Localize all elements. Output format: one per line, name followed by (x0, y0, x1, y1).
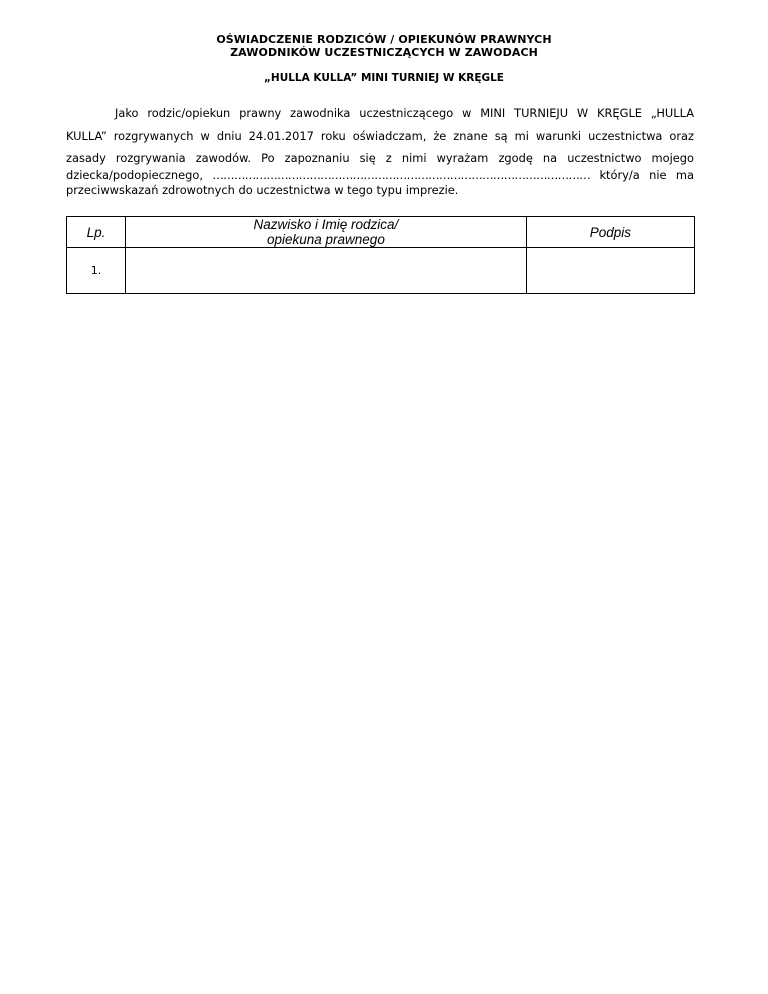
header-name-line-1: Nazwisko i Imię rodzica/ (253, 217, 399, 232)
paragraph-line-4 (66, 168, 694, 182)
row-name-cell[interactable] (126, 248, 527, 294)
paragraph-line-5: przeciwwskazań zdrowotnych do uczestnictwa w tego typu imprezie. (66, 183, 459, 197)
paragraph-line-3: zasady rozgrywania zawodów. Po zapoznaniu się z nimi wyrażam zgodę na uczestnictwo mojego (66, 151, 694, 165)
header-signature (526, 217, 694, 248)
paragraph-line-1 (66, 106, 694, 120)
table-row (67, 248, 695, 294)
child-name-blank: …………………………………………………………………………………………… (212, 168, 591, 182)
row-lp: 1. (67, 248, 126, 294)
table-header-row (67, 217, 695, 248)
signature-table (66, 216, 695, 294)
header-lp-text: Lp. (86, 224, 106, 240)
header-signature-text: Podpis (589, 224, 631, 240)
document-title-line-2: ZAWODNIKÓW UCZESTNICZĄCYCH W ZAWODACH (230, 46, 538, 59)
row-signature-cell[interactable] (526, 248, 694, 294)
paragraph-line-2: KULLA” rozgrywanych w dniu 24.01.2017 roku oświadczam, że znane są mi warunki uczestnictwa oraz (66, 129, 694, 143)
document-title-line-1: OŚWIADCZENIE RODZICÓW / OPIEKUNÓW PRAWNYCH (216, 33, 552, 46)
header-name (126, 217, 527, 248)
paragraph-line-4-start: dziecka/podopiecznego, (66, 168, 203, 182)
paragraph-line-4-end: który/a nie ma (599, 168, 694, 182)
paragraph-line-1-text: Jako rodzic/opiekun prawny zawodnika uczestniczącego w MINI TURNIEJU W KRĘGLE „HULLA (115, 106, 694, 120)
header-name-line-2: opiekuna prawnego (266, 232, 385, 247)
document-subtitle: „HULLA KULLA” MINI TURNIEJ W KRĘGLE (264, 72, 504, 84)
header-lp (67, 217, 126, 248)
